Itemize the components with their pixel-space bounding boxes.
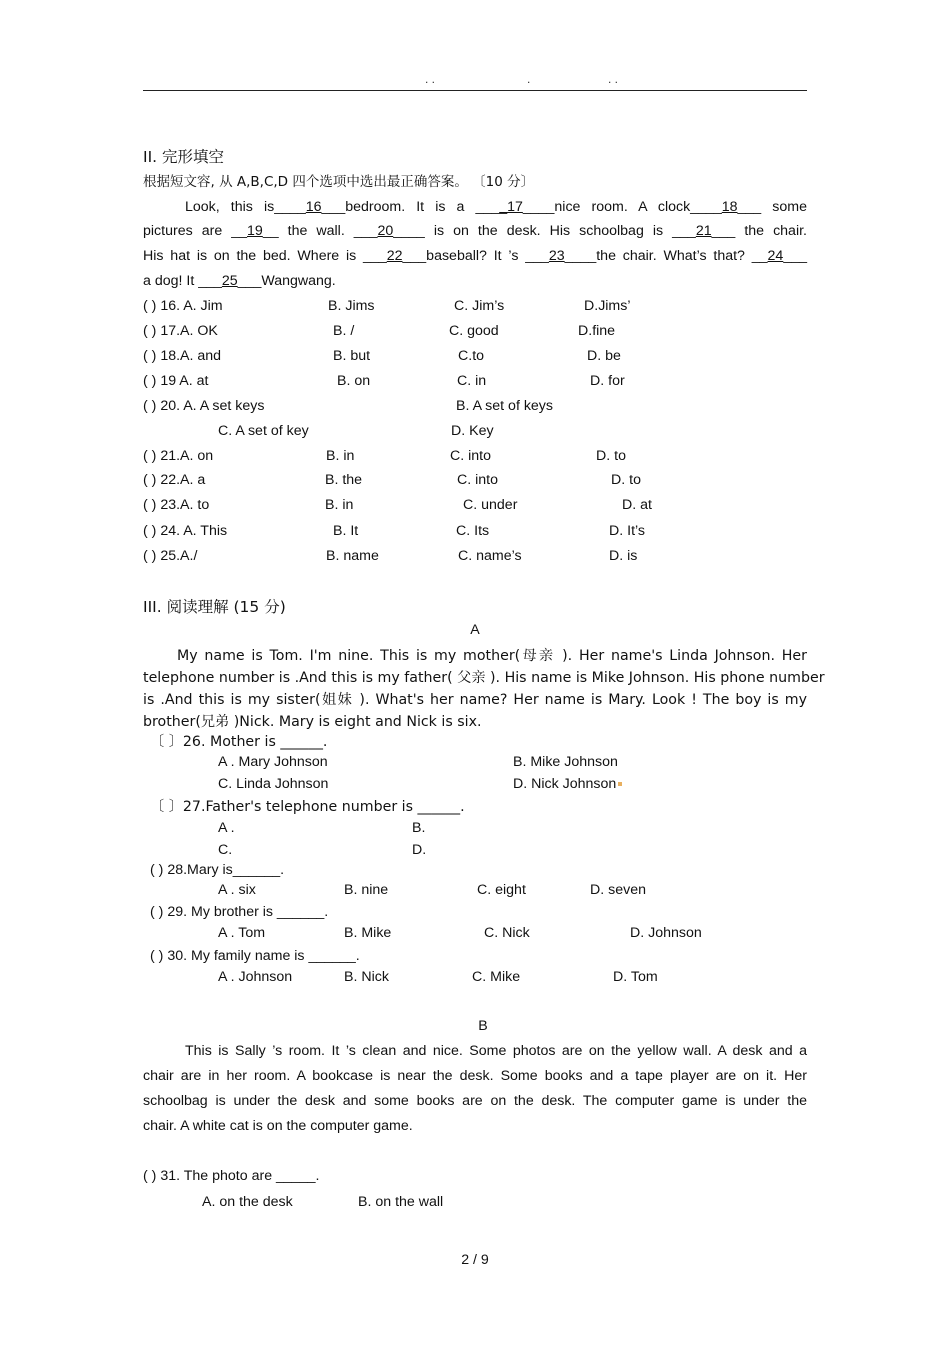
- q27-option-d: D.: [412, 842, 427, 858]
- text: ____ is on the desk. His schoolbag is ___: [393, 223, 696, 239]
- blank-19: 19: [247, 223, 263, 239]
- q27-option-b: B.: [412, 820, 426, 836]
- blank-23: 23: [548, 248, 565, 264]
- blank-20: 20: [377, 223, 394, 239]
- q30-option-d: D. Tom: [613, 969, 658, 985]
- q28-option-b: B. nine: [344, 882, 389, 898]
- partB-line-4: chair. A white cat is on the computer game.: [143, 1118, 413, 1134]
- page-number: 2 / 9: [461, 1252, 489, 1268]
- q31-option-a: A. on the desk: [202, 1194, 293, 1210]
- q24-option-b: B. It: [333, 523, 359, 539]
- q22-option-d: D. to: [611, 472, 641, 488]
- section3-title: III. 阅读理解 (15 分): [143, 598, 286, 616]
- q22-option-b: B. the: [325, 472, 363, 488]
- q20-option-d: D. Key: [451, 423, 494, 439]
- q19-option-b: B. on: [337, 373, 371, 389]
- partB-line-3: schoolbag is under the desk and some books are on the desk. The computer game is under the: [143, 1093, 807, 1109]
- q22-stem: ( ) 22.A. a: [143, 472, 206, 488]
- q23-option-d: D. at: [622, 497, 652, 513]
- blank-21: 21: [695, 223, 712, 239]
- q23-stem: ( ) 23.A. to: [143, 497, 210, 513]
- q19-option-d: D. for: [590, 373, 625, 389]
- text: ___bedroom. It is a ___: [321, 199, 500, 215]
- text: His hat is on the bed. Where is ___: [143, 248, 387, 264]
- mark-icon: [618, 782, 622, 786]
- q17-stem: ( ) 17.A. OK: [143, 323, 218, 339]
- text: ___ the chair.: [711, 223, 807, 239]
- text: ___Wangwang.: [237, 273, 336, 289]
- passage-line-4: [143, 273, 336, 289]
- q24-option-d: D. It’s: [609, 523, 646, 539]
- q30-option-b: B. Nick: [344, 969, 389, 985]
- text: Look, this is____: [185, 199, 306, 215]
- q22-option-c: C. into: [457, 472, 499, 488]
- q26-option-c: C. Linda Johnson: [218, 776, 329, 792]
- text: a dog! It ___: [143, 273, 222, 289]
- q30-option-a: A . Johnson: [218, 969, 293, 985]
- q17-option-d: D.fine: [578, 323, 616, 339]
- partA-line-2: telephone number is .And this is my father( 父亲 ). His name is Mike Johnson. His phone number: [143, 670, 825, 686]
- q31-option-b: B. on the wall: [358, 1194, 444, 1210]
- q25-option-b: B. name: [326, 548, 379, 564]
- header-dots-1: . .: [425, 72, 436, 86]
- blank-16: 16: [305, 199, 322, 215]
- q27-option-a: A .: [218, 820, 235, 836]
- q27-option-c: C.: [218, 842, 233, 858]
- q17-option-c: C. good: [449, 323, 499, 339]
- header-dots-2: .: [527, 72, 531, 86]
- q26-option-d-text: D. Nick Johnson: [513, 776, 617, 792]
- header-dots-3: . .: [608, 72, 619, 86]
- partB-line-2: chair are in her room. A bookcase is near the desk. Some books and a tape player are on it. Her: [143, 1068, 807, 1084]
- q21-option-c: C. into: [450, 448, 492, 464]
- blank-18: 18: [721, 199, 738, 215]
- q24-stem: ( ) 24. A. This: [143, 523, 228, 539]
- q24-option-c: C. Its: [456, 523, 490, 539]
- text: ____the chair. What’s that? __: [564, 248, 768, 264]
- q29-stem: ( ) 29. My brother is ______.: [150, 904, 329, 920]
- q18-option-b: B. but: [333, 348, 371, 364]
- q20-option-c: C. A set of key: [218, 423, 309, 439]
- q16-option-b: B. Jims: [328, 298, 375, 314]
- text: __ the wall. ___: [262, 223, 378, 239]
- partA-line-1: My name is Tom. I'm nine. This is my mother(母亲 ). Her name's Linda Johnson. Her: [177, 648, 807, 664]
- q29-option-d: D. Johnson: [630, 925, 702, 941]
- text: ___ some: [737, 199, 807, 215]
- q19-stem: ( ) 19 A. at: [143, 373, 209, 389]
- text: ___: [783, 248, 807, 264]
- partB-line-1: This is Sally ’s room. It ’s clean and nice. Some photos are on the yellow wall. A desk and a: [185, 1043, 807, 1059]
- q27-stem: 〔 〕27.Father's telephone number is ______.: [150, 799, 465, 815]
- q16-option-c: C. Jim’s: [454, 298, 505, 314]
- text: pictures are __: [143, 223, 248, 239]
- q26-option-a: A . Mary Johnson: [218, 754, 328, 770]
- text: ___baseball? It ’s ___: [402, 248, 549, 264]
- header-rule: [143, 90, 807, 91]
- q28-option-a: A . six: [218, 882, 256, 898]
- q23-option-b: B. in: [325, 497, 354, 513]
- q25-option-c: C. name’s: [458, 548, 522, 564]
- q23-option-c: C. under: [463, 497, 518, 513]
- blank-24: 24: [767, 248, 784, 264]
- section2-title: II. 完形填空: [143, 148, 224, 166]
- q21-option-d: D. to: [596, 448, 626, 464]
- passage-line-3: [143, 248, 807, 264]
- q29-option-a: A . Tom: [218, 925, 266, 941]
- q25-stem: ( ) 25.A./: [143, 548, 198, 564]
- q18-option-d: D. be: [587, 348, 621, 364]
- q26-stem: 〔 〕26. Mother is ______.: [150, 734, 328, 750]
- q18-option-c: C.to: [458, 348, 485, 364]
- q20-option-b: B. A set of keys: [456, 398, 553, 414]
- q26-option-b: B. Mike Johnson: [513, 754, 618, 770]
- q19-option-c: C. in: [457, 373, 487, 389]
- passage-line-1: [143, 199, 807, 215]
- q16-option-d: D.Jims’: [584, 298, 631, 314]
- q16-stem: ( ) 16. A. Jim: [143, 298, 223, 314]
- passage-line-2: [143, 223, 807, 239]
- blank-25: 25: [221, 273, 238, 289]
- q29-option-c: C. Nick: [484, 925, 530, 941]
- partA-line-3: is .And this is my sister(姐妹 ). What's her name? Her name is Mary. Look ! The boy is my: [143, 692, 807, 708]
- q17-option-b: B. /: [333, 323, 355, 339]
- q30-option-c: C. Mike: [472, 969, 521, 985]
- partA-line-4: brother(兄弟 )Nick. Mary is eight and Nick is six.: [143, 714, 482, 730]
- q28-option-d: D. seven: [590, 882, 646, 898]
- q18-stem: ( ) 18.A. and: [143, 348, 222, 364]
- blank-22: 22: [386, 248, 403, 264]
- text: ____nice room. A clock____: [522, 199, 722, 215]
- blank-17: _17: [499, 199, 523, 215]
- q29-option-b: B. Mike: [344, 925, 392, 941]
- q28-stem: ( ) 28.Mary is______.: [150, 862, 285, 878]
- q25-option-d: D. is: [609, 548, 638, 564]
- q30-stem: ( ) 30. My family name is ______.: [150, 948, 360, 964]
- q21-stem: ( ) 21.A. on: [143, 448, 214, 464]
- q26-option-d: [513, 776, 622, 792]
- q21-option-b: B. in: [326, 448, 355, 464]
- q31-stem: ( ) 31. The photo are _____.: [143, 1168, 320, 1184]
- q20-stem: ( ) 20. A. A set keys: [143, 398, 265, 414]
- q28-option-c: C. eight: [477, 882, 526, 898]
- section2-instruction: 根据短文容, 从 A,B,C,D 四个选项中选出最正确答案。 〔10 分〕: [143, 174, 535, 190]
- partA-label: A: [470, 622, 480, 638]
- partB-label: B: [478, 1018, 488, 1034]
